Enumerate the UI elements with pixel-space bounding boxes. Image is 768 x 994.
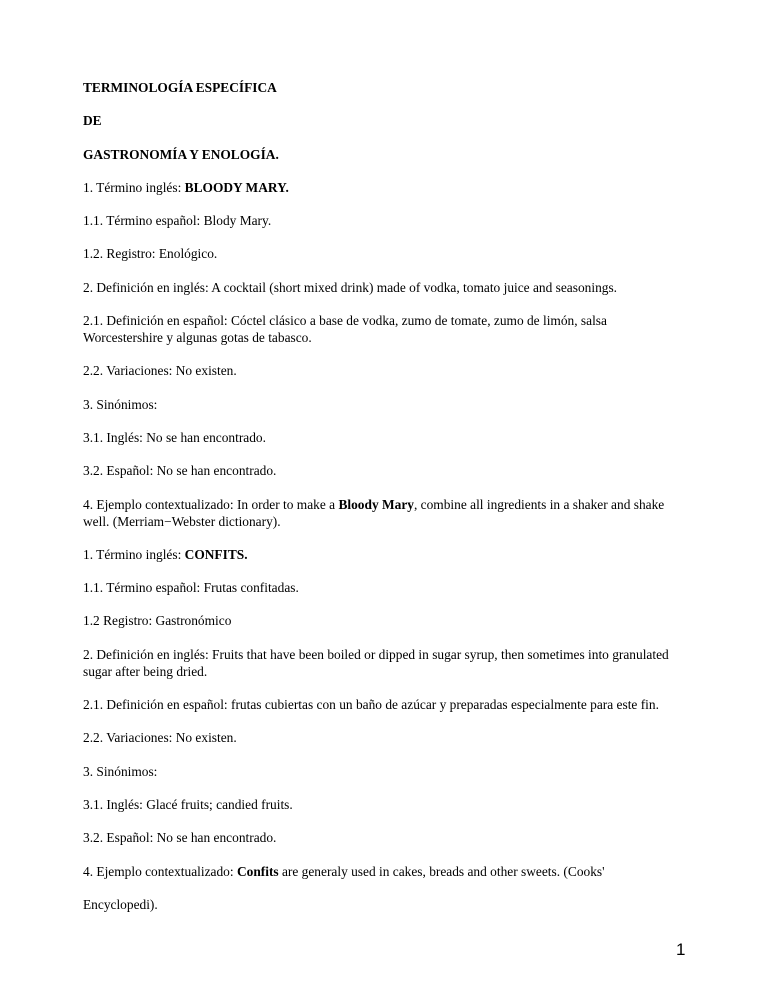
ejemplo-term: Confits (236, 863, 279, 879)
definition-english: 2. Definición en inglés: A cocktail (short mixed drink) made of vodka, tomato juice and seasonings. (83, 279, 618, 295)
ejemplo-continuation: Encyclopedi). (83, 896, 158, 912)
sinonimos-heading: 3. Sinónimos: (83, 763, 158, 779)
registro: 1.2 Registro: Gastronómico (83, 613, 232, 629)
sinonimos-heading: 3. Sinónimos: (83, 396, 158, 412)
variaciones: 2.2. Variaciones: No existen. (83, 730, 237, 746)
term-spanish: 1.1. Término español: Blody Mary. (83, 213, 272, 229)
ejemplo (83, 496, 683, 530)
term-value: CONFITS. (184, 546, 248, 562)
title-line-2: DE (83, 113, 102, 129)
term-english (83, 179, 683, 196)
ejemplo-post: are generaly used in cakes, breads and other sweets. (Cooks' (278, 863, 605, 879)
ejemplo-post: , combine all ingredients in a shaker and shake well. (Merriam−Webster dictionary). (83, 496, 665, 529)
ejemplo-term: Bloody Mary (338, 496, 414, 512)
title-line-1: TERMINOLOGÍA ESPECÍFICA (83, 80, 277, 95)
ejemplo (83, 863, 683, 880)
term-english (83, 546, 683, 563)
document-page (83, 79, 683, 929)
term-value: BLOODY MARY. (184, 179, 289, 195)
page-number: 1 (676, 940, 686, 959)
sinonimos-spanish: 3.2. Español: No se han encontrado. (83, 463, 277, 479)
registro: 1.2. Registro: Enológico. (83, 246, 218, 262)
definition-spanish: 2.1. Definición en español: Cóctel clásico a base de vodka, zumo de tomate, zumo de limón, salsa Worcestershire y algunas gotas de tabasco. (83, 313, 607, 346)
sinonimos-english: 3.1. Inglés: No se han encontrado. (83, 429, 266, 445)
label: 1. Término inglés: (83, 546, 185, 562)
variaciones: 2.2. Variaciones: No existen. (83, 363, 237, 379)
ejemplo-pre: 4. Ejemplo contextualizado: (83, 863, 237, 879)
sinonimos-english: 3.1. Inglés: Glacé fruits; candied fruits. (83, 796, 293, 812)
label: 1. Término inglés: (83, 179, 185, 195)
ejemplo-pre: 4. Ejemplo contextualizado: In order to make a (83, 496, 339, 512)
term-spanish: 1.1. Término español: Frutas confitadas. (83, 580, 299, 596)
sinonimos-spanish: 3.2. Español: No se han encontrado. (83, 830, 277, 846)
title-line-3: GASTRONOMÍA Y ENOLOGÍA. (83, 146, 279, 162)
definition-spanish: 2.1. Definición en español: frutas cubiertas con un baño de azúcar y preparadas especialmente para este fin. (83, 697, 659, 713)
definition-english: 2. Definición en inglés: Fruits that have been boiled or dipped in sugar syrup, then sometimes into granulated sugar after being dried. (83, 646, 669, 679)
